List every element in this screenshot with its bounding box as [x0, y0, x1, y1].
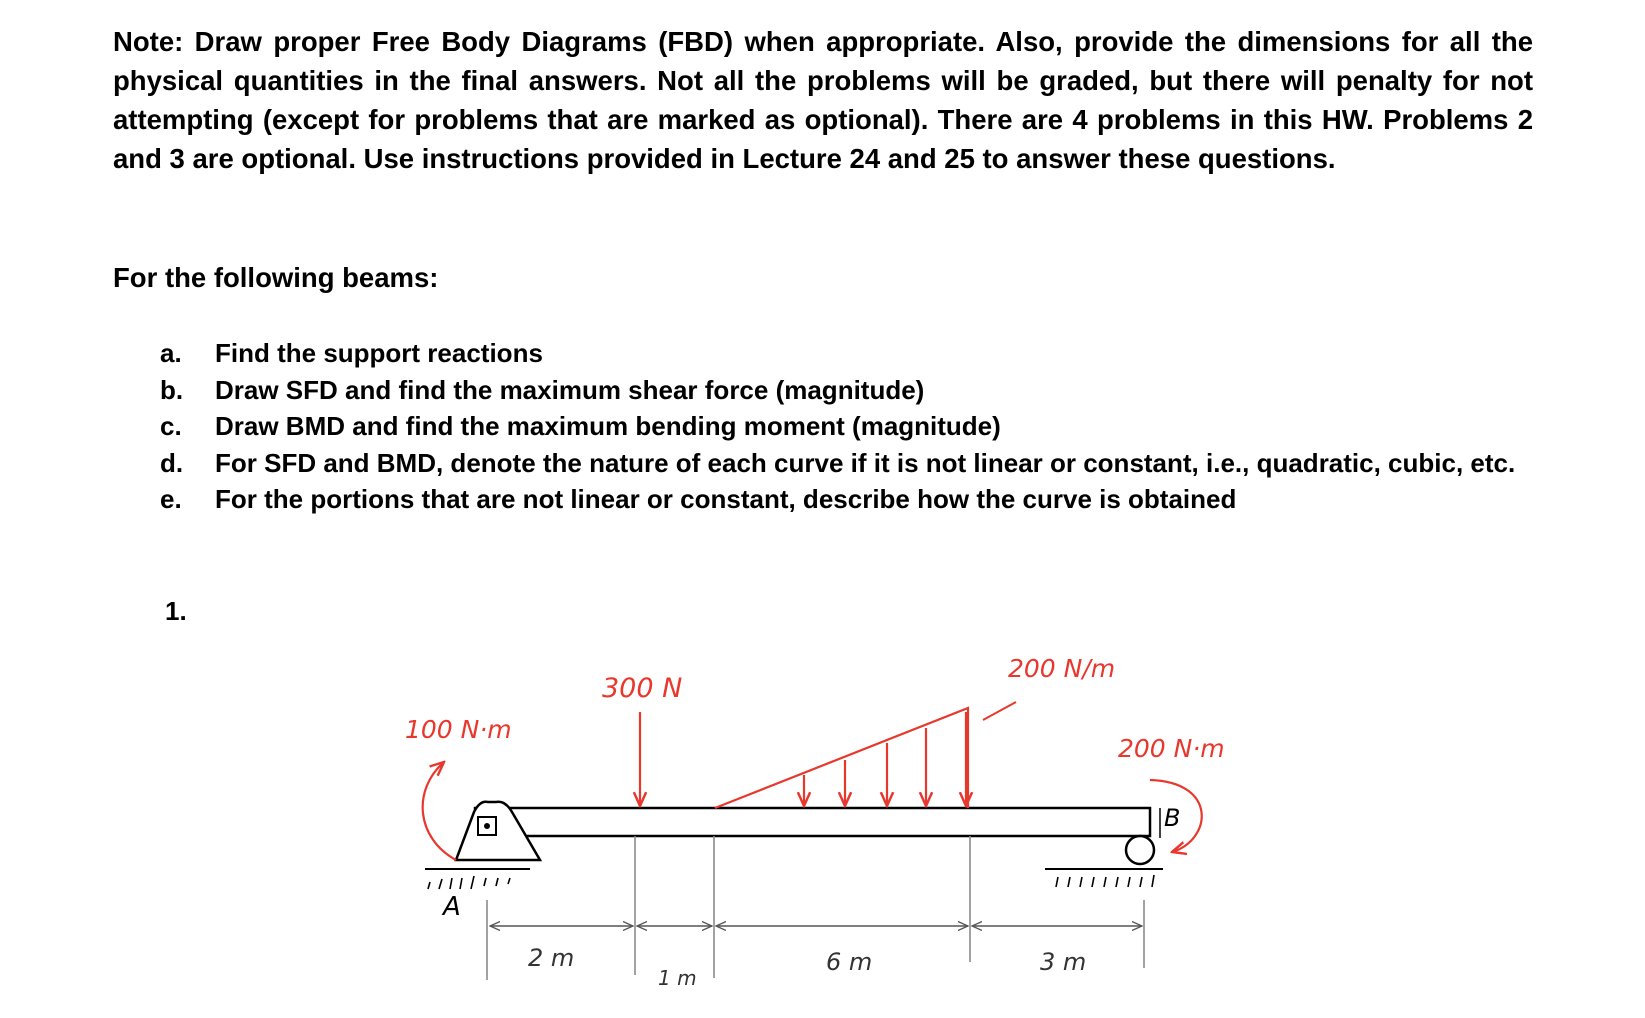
support-a-label: A: [443, 892, 461, 922]
distributed-load: [715, 708, 968, 808]
dimension-label-dist: 6 m: [826, 948, 873, 976]
task-marker: c.: [160, 411, 182, 441]
problem-number: 1.: [165, 596, 187, 626]
task-text: For SFD and BMD, denote the nature of each curve if it is not linear or constant, i.e., quadratic, cubic, etc.: [215, 447, 1516, 478]
task-marker: b.: [160, 374, 184, 405]
task-text: Draw BMD and find the maximum bending moment (magnitude): [215, 411, 1001, 441]
task-marker: d.: [160, 447, 184, 478]
dimension-label-end: 3 m: [1040, 948, 1087, 976]
distributed-load-leader: [983, 702, 1016, 720]
task-text: For the portions that are not linear or constant, describe how the curve is obtained: [215, 484, 1237, 514]
moment-right-label: 200 N·m: [1118, 734, 1225, 763]
moment-left-label: 100 N·m: [405, 715, 512, 744]
distributed-load-label: 200 N/m: [1008, 654, 1116, 683]
dimension-label-ab1: 2 m: [528, 944, 575, 972]
instructions-intro: For the following beams:: [113, 262, 439, 293]
task-text: Draw SFD and find the maximum shear force (magnitude): [215, 374, 925, 405]
support-b-label: B: [1164, 804, 1181, 832]
beam: [475, 808, 1150, 836]
task-marker: a.: [160, 338, 182, 368]
moment-arrow-left: [423, 762, 456, 860]
point-load-label: 300 N: [602, 673, 683, 704]
task-text: Find the support reactions: [215, 338, 543, 368]
dimension-label-load: 1 m: [658, 966, 697, 990]
task-marker: e.: [160, 484, 182, 514]
homework-note: Note: Draw proper Free Body Diagrams (FBD) when appropriate. Also, provide the dimensions for all the physical quantities in the final answers. Not all the problems will be graded, but there will penalty for not attempting (except for problems that are marked as optional). There are 4 problems in this HW. Problems 2 and 3 are optional. Use instructions provided in Lecture 24 and 25 to answer these questions.: [113, 26, 1533, 174]
